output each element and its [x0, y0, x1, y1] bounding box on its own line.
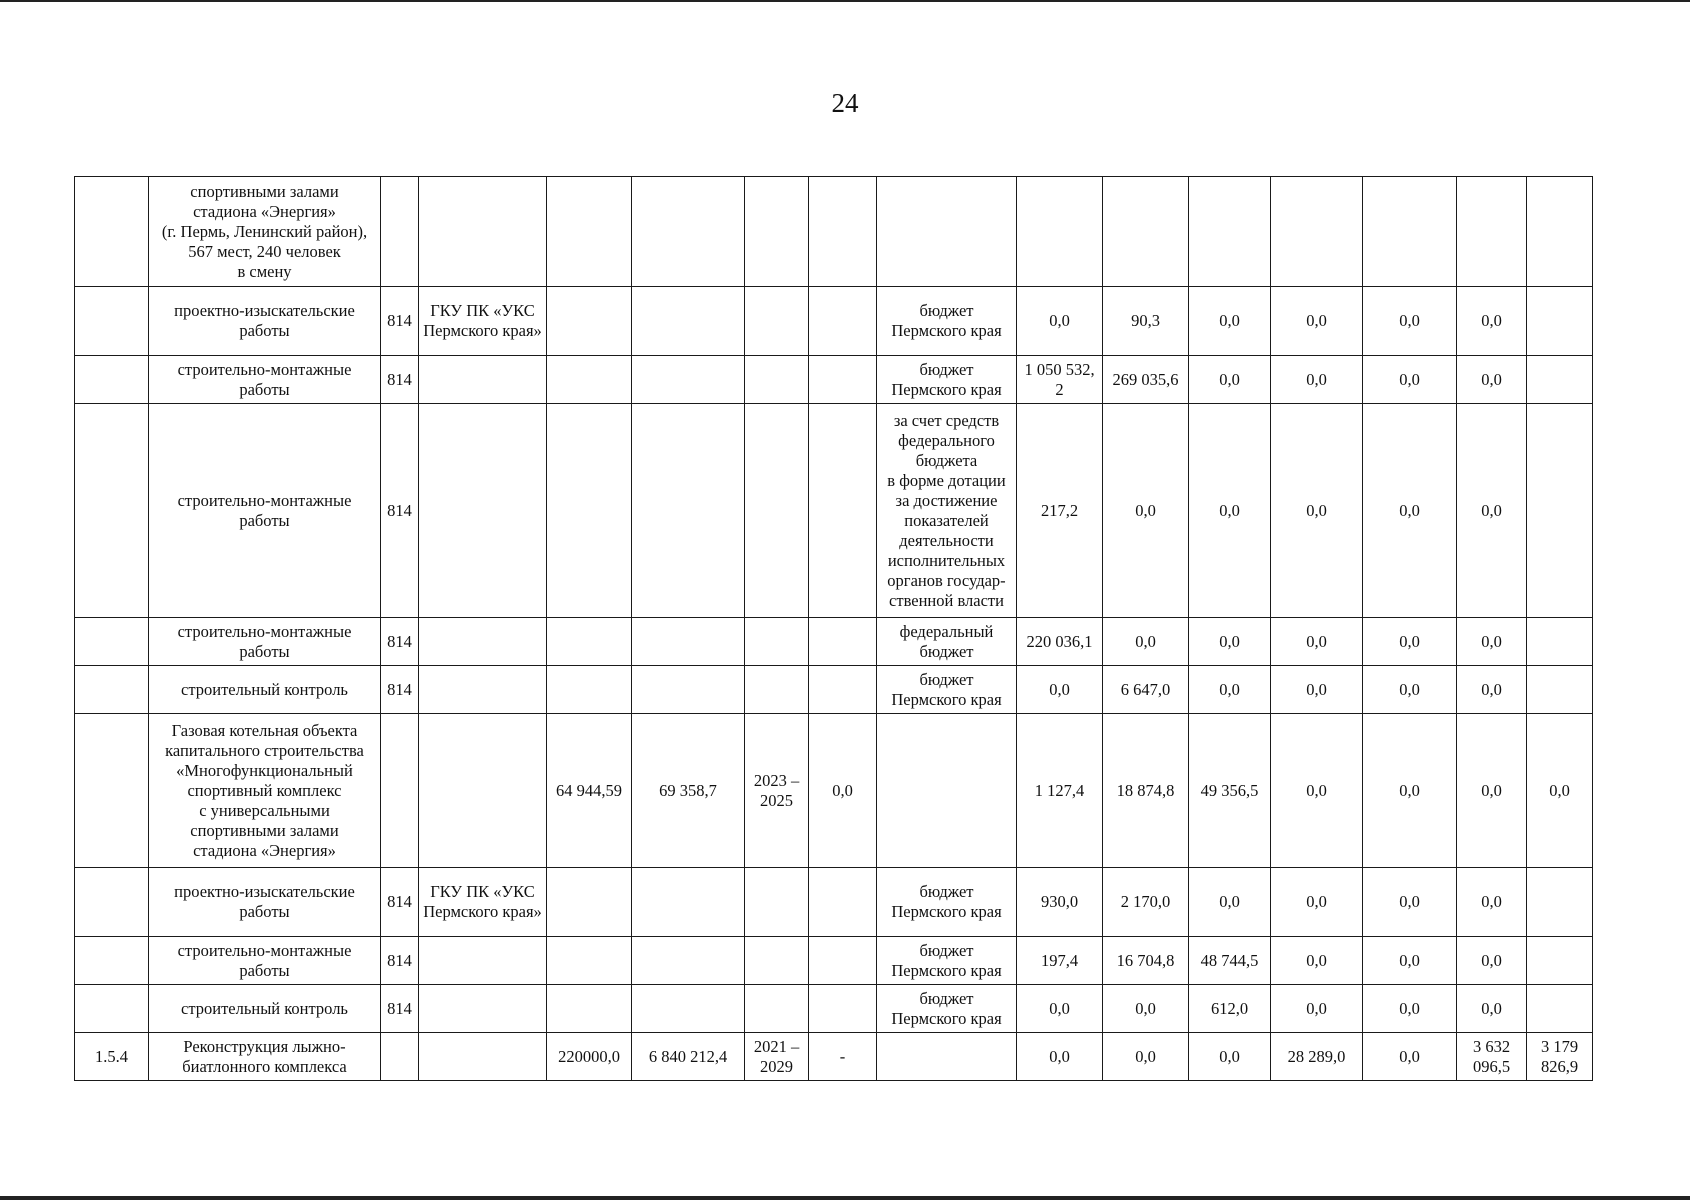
- year-4-amount-cell: 0,0: [1271, 618, 1363, 666]
- year-6-amount-cell: 0,0: [1457, 287, 1527, 356]
- year-3-amount-cell: 0,0: [1189, 1033, 1271, 1081]
- funding-source-cell: бюджет Пермского края: [877, 287, 1017, 356]
- row-number-cell: [75, 177, 149, 287]
- construction-period-cell: [745, 937, 809, 985]
- construction-period-cell: [745, 868, 809, 937]
- grbs-code-cell: 814: [381, 404, 419, 618]
- capacity-cell: 220000,0: [547, 1033, 632, 1081]
- estimated-cost-cell: [632, 287, 745, 356]
- object-name-cell: Реконструкция лыжно- биатлонного комплекса: [149, 1033, 381, 1081]
- construction-period-cell: [745, 356, 809, 404]
- funding-source-cell: [877, 1033, 1017, 1081]
- capacity-cell: [547, 937, 632, 985]
- estimated-cost-cell: [632, 618, 745, 666]
- funding-source-cell: [877, 714, 1017, 868]
- table-row: [75, 618, 1593, 666]
- executor-cell: [419, 1033, 547, 1081]
- year-2-amount-cell: 0,0: [1103, 618, 1189, 666]
- year-7-amount-cell: [1527, 618, 1593, 666]
- year-4-amount-cell: 0,0: [1271, 985, 1363, 1033]
- year-6-amount-cell: 0,0: [1457, 937, 1527, 985]
- year-6-amount-cell: [1457, 177, 1527, 287]
- capacity-cell: [547, 666, 632, 714]
- row-number-cell: [75, 287, 149, 356]
- year-4-amount-cell: 0,0: [1271, 714, 1363, 868]
- construction-period-cell: 2023 – 2025: [745, 714, 809, 868]
- table-row: [75, 177, 1593, 287]
- year-3-amount-cell: 0,0: [1189, 404, 1271, 618]
- construction-period-cell: [745, 666, 809, 714]
- row-number-cell: [75, 868, 149, 937]
- capacity-cell: [547, 356, 632, 404]
- investment-table: [74, 176, 1593, 1081]
- object-name-cell: спортивными залами стадиона «Энергия» (г. Пермь, Ленинский район), 567 мест, 240 человек в смену: [149, 177, 381, 287]
- year-4-amount-cell: 0,0: [1271, 287, 1363, 356]
- year-3-amount-cell: 0,0: [1189, 868, 1271, 937]
- year-3-amount-cell: 49 356,5: [1189, 714, 1271, 868]
- year-1-amount-cell: [1017, 177, 1103, 287]
- readiness-cell: [809, 937, 877, 985]
- grbs-code-cell: 814: [381, 618, 419, 666]
- object-name-cell: строительно-монтажные работы: [149, 404, 381, 618]
- table-row: [75, 287, 1593, 356]
- year-2-amount-cell: 0,0: [1103, 404, 1189, 618]
- estimated-cost-cell: [632, 404, 745, 618]
- year-5-amount-cell: 0,0: [1363, 985, 1457, 1033]
- object-name-cell: строительно-монтажные работы: [149, 356, 381, 404]
- funding-source-cell: бюджет Пермского края: [877, 937, 1017, 985]
- year-5-amount-cell: 0,0: [1363, 937, 1457, 985]
- readiness-cell: [809, 356, 877, 404]
- year-2-amount-cell: 6 647,0: [1103, 666, 1189, 714]
- scan-edge-bottom: [0, 1196, 1690, 1200]
- year-1-amount-cell: 220 036,1: [1017, 618, 1103, 666]
- year-3-amount-cell: 0,0: [1189, 618, 1271, 666]
- grbs-code-cell: 814: [381, 868, 419, 937]
- year-1-amount-cell: 217,2: [1017, 404, 1103, 618]
- table-row: [75, 1033, 1593, 1081]
- year-6-amount-cell: 0,0: [1457, 666, 1527, 714]
- executor-cell: [419, 985, 547, 1033]
- table-row: [75, 714, 1593, 868]
- readiness-cell: [809, 287, 877, 356]
- executor-cell: [419, 404, 547, 618]
- year-5-amount-cell: 0,0: [1363, 868, 1457, 937]
- object-name-cell: строительный контроль: [149, 666, 381, 714]
- row-number-cell: [75, 985, 149, 1033]
- year-1-amount-cell: 1 050 532, 2: [1017, 356, 1103, 404]
- year-7-amount-cell: [1527, 404, 1593, 618]
- estimated-cost-cell: [632, 177, 745, 287]
- executor-cell: [419, 356, 547, 404]
- readiness-cell: [809, 404, 877, 618]
- year-1-amount-cell: 197,4: [1017, 937, 1103, 985]
- readiness-cell: [809, 618, 877, 666]
- capacity-cell: 64 944,59: [547, 714, 632, 868]
- capacity-cell: [547, 985, 632, 1033]
- object-name-cell: строительный контроль: [149, 985, 381, 1033]
- estimated-cost-cell: [632, 937, 745, 985]
- year-3-amount-cell: 48 744,5: [1189, 937, 1271, 985]
- year-3-amount-cell: 0,0: [1189, 287, 1271, 356]
- year-2-amount-cell: 90,3: [1103, 287, 1189, 356]
- year-2-amount-cell: 269 035,6: [1103, 356, 1189, 404]
- row-number-cell: [75, 404, 149, 618]
- year-6-amount-cell: 3 632 096,5: [1457, 1033, 1527, 1081]
- executor-cell: [419, 937, 547, 985]
- capacity-cell: [547, 618, 632, 666]
- readiness-cell: 0,0: [809, 714, 877, 868]
- year-6-amount-cell: 0,0: [1457, 714, 1527, 868]
- grbs-code-cell: 814: [381, 356, 419, 404]
- year-6-amount-cell: 0,0: [1457, 985, 1527, 1033]
- row-number-cell: [75, 666, 149, 714]
- year-1-amount-cell: 930,0: [1017, 868, 1103, 937]
- row-number-cell: [75, 714, 149, 868]
- funding-source-cell: бюджет Пермского края: [877, 868, 1017, 937]
- year-5-amount-cell: 0,0: [1363, 287, 1457, 356]
- funding-source-cell: за счет средств федерального бюджета в форме дотации за достижение показателей деятельности исполнительных органов государ- ственной власти: [877, 404, 1017, 618]
- table-row: [75, 937, 1593, 985]
- executor-cell: [419, 618, 547, 666]
- year-4-amount-cell: 0,0: [1271, 404, 1363, 618]
- grbs-code-cell: 814: [381, 666, 419, 714]
- year-2-amount-cell: 0,0: [1103, 1033, 1189, 1081]
- year-6-amount-cell: 0,0: [1457, 356, 1527, 404]
- year-3-amount-cell: 0,0: [1189, 356, 1271, 404]
- year-4-amount-cell: [1271, 177, 1363, 287]
- year-5-amount-cell: 0,0: [1363, 356, 1457, 404]
- object-name-cell: Газовая котельная объекта капитального строительства «Многофункциональный спортивный комплекс с универсальными спортивными залами стадиона «Энергия»: [149, 714, 381, 868]
- grbs-code-cell: 814: [381, 287, 419, 356]
- table-body: [75, 177, 1593, 1081]
- year-6-amount-cell: 0,0: [1457, 404, 1527, 618]
- year-7-amount-cell: [1527, 666, 1593, 714]
- year-3-amount-cell: 0,0: [1189, 666, 1271, 714]
- scan-edge-top: [0, 0, 1690, 2]
- year-5-amount-cell: 0,0: [1363, 404, 1457, 618]
- table-row: [75, 356, 1593, 404]
- year-2-amount-cell: 2 170,0: [1103, 868, 1189, 937]
- year-2-amount-cell: 0,0: [1103, 985, 1189, 1033]
- year-2-amount-cell: 16 704,8: [1103, 937, 1189, 985]
- year-4-amount-cell: 0,0: [1271, 356, 1363, 404]
- row-number-cell: [75, 937, 149, 985]
- construction-period-cell: [745, 404, 809, 618]
- year-7-amount-cell: [1527, 177, 1593, 287]
- grbs-code-cell: [381, 1033, 419, 1081]
- row-number-cell: [75, 618, 149, 666]
- capacity-cell: [547, 868, 632, 937]
- object-name-cell: строительно-монтажные работы: [149, 618, 381, 666]
- grbs-code-cell: 814: [381, 985, 419, 1033]
- estimated-cost-cell: [632, 666, 745, 714]
- year-5-amount-cell: 0,0: [1363, 618, 1457, 666]
- year-7-amount-cell: 0,0: [1527, 714, 1593, 868]
- executor-cell: ГКУ ПК «УКС Пермского края»: [419, 287, 547, 356]
- table-row: [75, 985, 1593, 1033]
- year-6-amount-cell: 0,0: [1457, 868, 1527, 937]
- year-6-amount-cell: 0,0: [1457, 618, 1527, 666]
- grbs-code-cell: 814: [381, 937, 419, 985]
- readiness-cell: [809, 177, 877, 287]
- year-5-amount-cell: 0,0: [1363, 666, 1457, 714]
- readiness-cell: -: [809, 1033, 877, 1081]
- year-4-amount-cell: 0,0: [1271, 937, 1363, 985]
- funding-source-cell: федеральный бюджет: [877, 618, 1017, 666]
- year-7-amount-cell: [1527, 868, 1593, 937]
- capacity-cell: [547, 287, 632, 356]
- estimated-cost-cell: [632, 985, 745, 1033]
- year-2-amount-cell: [1103, 177, 1189, 287]
- year-7-amount-cell: [1527, 985, 1593, 1033]
- table-row: [75, 868, 1593, 937]
- readiness-cell: [809, 985, 877, 1033]
- row-number-cell: 1.5.4: [75, 1033, 149, 1081]
- year-1-amount-cell: 0,0: [1017, 666, 1103, 714]
- page-number: 24: [831, 88, 859, 118]
- year-4-amount-cell: 28 289,0: [1271, 1033, 1363, 1081]
- year-7-amount-cell: [1527, 356, 1593, 404]
- table-row: [75, 404, 1593, 618]
- estimated-cost-cell: [632, 868, 745, 937]
- year-7-amount-cell: [1527, 287, 1593, 356]
- executor-cell: ГКУ ПК «УКС Пермского края»: [419, 868, 547, 937]
- year-1-amount-cell: 0,0: [1017, 985, 1103, 1033]
- executor-cell: [419, 666, 547, 714]
- estimated-cost-cell: 69 358,7: [632, 714, 745, 868]
- object-name-cell: строительно-монтажные работы: [149, 937, 381, 985]
- year-4-amount-cell: 0,0: [1271, 666, 1363, 714]
- year-5-amount-cell: 0,0: [1363, 714, 1457, 868]
- estimated-cost-cell: [632, 356, 745, 404]
- estimated-cost-cell: 6 840 212,4: [632, 1033, 745, 1081]
- table-row: [75, 666, 1593, 714]
- year-1-amount-cell: 1 127,4: [1017, 714, 1103, 868]
- year-1-amount-cell: 0,0: [1017, 1033, 1103, 1081]
- year-3-amount-cell: 612,0: [1189, 985, 1271, 1033]
- year-7-amount-cell: [1527, 937, 1593, 985]
- readiness-cell: [809, 868, 877, 937]
- grbs-code-cell: [381, 714, 419, 868]
- year-5-amount-cell: 0,0: [1363, 1033, 1457, 1081]
- funding-source-cell: [877, 177, 1017, 287]
- funding-source-cell: бюджет Пермского края: [877, 356, 1017, 404]
- construction-period-cell: [745, 287, 809, 356]
- construction-period-cell: 2021 – 2029: [745, 1033, 809, 1081]
- year-3-amount-cell: [1189, 177, 1271, 287]
- executor-cell: [419, 177, 547, 287]
- year-7-amount-cell: 3 179 826,9: [1527, 1033, 1593, 1081]
- grbs-code-cell: [381, 177, 419, 287]
- readiness-cell: [809, 666, 877, 714]
- executor-cell: [419, 714, 547, 868]
- funding-source-cell: бюджет Пермского края: [877, 985, 1017, 1033]
- year-2-amount-cell: 18 874,8: [1103, 714, 1189, 868]
- row-number-cell: [75, 356, 149, 404]
- capacity-cell: [547, 404, 632, 618]
- funding-source-cell: бюджет Пермского края: [877, 666, 1017, 714]
- capacity-cell: [547, 177, 632, 287]
- year-4-amount-cell: 0,0: [1271, 868, 1363, 937]
- object-name-cell: проектно-изыскательские работы: [149, 868, 381, 937]
- object-name-cell: проектно-изыскательские работы: [149, 287, 381, 356]
- construction-period-cell: [745, 177, 809, 287]
- construction-period-cell: [745, 618, 809, 666]
- year-1-amount-cell: 0,0: [1017, 287, 1103, 356]
- construction-period-cell: [745, 985, 809, 1033]
- year-5-amount-cell: [1363, 177, 1457, 287]
